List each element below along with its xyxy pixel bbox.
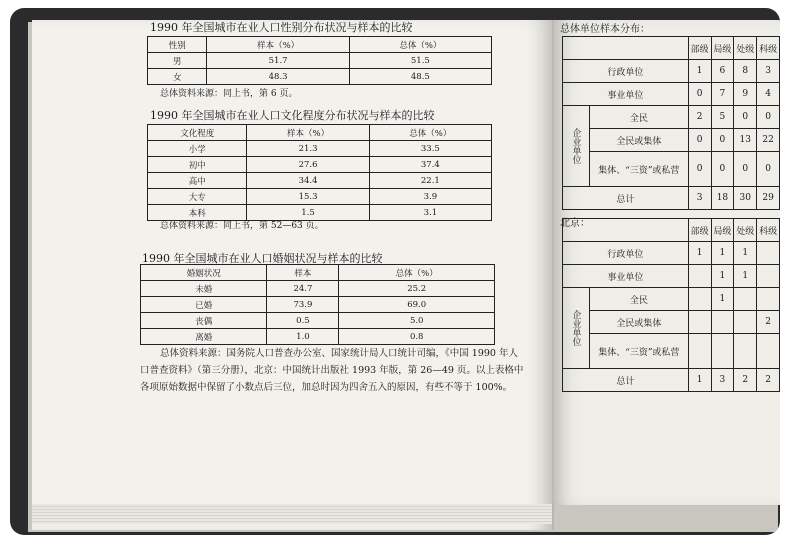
- table-cell: 7: [711, 83, 734, 106]
- table-cell: 未婚: [141, 281, 267, 297]
- table-cell: 0: [757, 106, 780, 129]
- row-label: 总计: [563, 369, 689, 392]
- table-cell: 2: [757, 311, 780, 334]
- table-cell: 小学: [148, 141, 247, 157]
- table-row: [563, 129, 780, 152]
- table-row: [563, 242, 780, 265]
- table-cell: 大专: [148, 189, 247, 205]
- table3-note-line3: 各项原始数据中保留了小数点后三位，加总时因为四舍五入的原因，有些不等于 100%。: [140, 382, 513, 393]
- table-cell: 48.5: [349, 69, 491, 85]
- table-cell: 1: [734, 242, 757, 265]
- table-cell: 22: [757, 129, 780, 152]
- table-cell: 0.8: [339, 329, 495, 345]
- table-cell: 0.5: [267, 313, 339, 329]
- table-cell: 24.7: [267, 281, 339, 297]
- table-cell: 30: [734, 187, 757, 210]
- table-cell: 初中: [148, 157, 247, 173]
- table-cell: 0: [757, 152, 780, 187]
- row-label: 行政单位: [563, 242, 689, 265]
- table-cell: 2: [734, 369, 757, 392]
- row-group-label: 企业单位: [563, 106, 590, 187]
- table-row: [563, 152, 780, 187]
- row-label: 行政单位: [563, 60, 689, 83]
- table-cell: [734, 334, 757, 369]
- table-row: [148, 157, 492, 173]
- row-label: 全民或集体: [590, 311, 689, 334]
- table3-note-line2: 口普查资料》（第三分册），北京：中国统计出版社 1993 年版，第 26—49 页。以上表格中: [140, 365, 524, 376]
- table-cell: [688, 311, 711, 334]
- table-cell: 1: [711, 242, 734, 265]
- table-row: [563, 369, 780, 392]
- table-cell: 1: [688, 242, 711, 265]
- table-cell: 高中: [148, 173, 247, 189]
- table-cell: 27.6: [247, 157, 369, 173]
- table-cell: [757, 288, 780, 311]
- table-cell: 37.4: [369, 157, 491, 173]
- column-header: 科级: [757, 37, 780, 60]
- table-cell: 0: [688, 83, 711, 106]
- column-header: 样本（%）: [247, 125, 369, 141]
- table-cell: 4: [757, 83, 780, 106]
- table3-title: 1990 年全国城市在业人口婚姻状况与样本的比较: [142, 252, 383, 265]
- column-header: 婚姻状况: [141, 265, 267, 281]
- table-row: [141, 329, 495, 345]
- column-header: 样本: [267, 265, 339, 281]
- table2-note: 总体资料来源：同上书，第 52—63 页。: [160, 221, 324, 231]
- table-row: [563, 106, 780, 129]
- table-cell: [711, 334, 734, 369]
- table-row: [563, 187, 780, 210]
- table-cell: 1.5: [247, 205, 369, 221]
- table-cell: 22.1: [369, 173, 491, 189]
- table-cell: [688, 334, 711, 369]
- column-header: 部级: [688, 37, 711, 60]
- table-cell: 2: [688, 106, 711, 129]
- table-header-row: [148, 125, 492, 141]
- column-header: 处级: [734, 37, 757, 60]
- table-header-row: [148, 37, 492, 53]
- table-cell: 已婚: [141, 297, 267, 313]
- table-cell: 3.9: [369, 189, 491, 205]
- table-cell: [734, 311, 757, 334]
- table-cell: 8: [734, 60, 757, 83]
- table-row: [141, 281, 495, 297]
- table-row: [148, 189, 492, 205]
- table-row: [141, 313, 495, 329]
- table-cell: 9: [734, 83, 757, 106]
- table-cell: 丧偶: [141, 313, 267, 329]
- table-cell: [757, 265, 780, 288]
- table-cell: 1: [711, 288, 734, 311]
- table-cell: 1: [688, 60, 711, 83]
- table-cell: 1: [711, 265, 734, 288]
- table-cell: 0: [688, 152, 711, 187]
- column-header: 性别: [148, 37, 207, 53]
- table-cell: [757, 334, 780, 369]
- table-cell: 73.9: [267, 297, 339, 313]
- table5-title: 北京：: [560, 218, 590, 229]
- table-cell: 0: [711, 129, 734, 152]
- column-header: 局级: [711, 37, 734, 60]
- column-header: 样本（%）: [207, 37, 349, 53]
- column-header: 科级: [757, 219, 780, 242]
- table-cell: 18: [711, 187, 734, 210]
- row-label: 集体、“三资”或私营: [590, 334, 689, 369]
- table-cell: 3.1: [369, 205, 491, 221]
- row-label: 事业单位: [563, 83, 689, 106]
- header-blank: [563, 219, 689, 242]
- row-label: 全民或集体: [590, 129, 689, 152]
- table-cell: [734, 288, 757, 311]
- table-row: [563, 334, 780, 369]
- table-cell: 3: [688, 187, 711, 210]
- table-cell: 33.5: [369, 141, 491, 157]
- table-cell: 女: [148, 69, 207, 85]
- table2-title: 1990 年全国城市在业人口文化程度分布状况与样本的比较: [150, 109, 435, 122]
- column-header: 文化程度: [148, 125, 247, 141]
- column-header: 总体（%）: [339, 265, 495, 281]
- table-row: [141, 297, 495, 313]
- table-cell: [711, 311, 734, 334]
- column-header: 总体（%）: [369, 125, 491, 141]
- table-cell: 男: [148, 53, 207, 69]
- table4: [562, 36, 780, 210]
- table5: [562, 218, 780, 392]
- column-header: 总体（%）: [349, 37, 491, 53]
- table-cell: 0: [711, 152, 734, 187]
- table-cell: [757, 242, 780, 265]
- table4-title: 总体单位样本分布：: [560, 24, 650, 35]
- table-cell: 5: [711, 106, 734, 129]
- table-row: [148, 69, 492, 85]
- table-cell: 0: [734, 152, 757, 187]
- table-row: [563, 83, 780, 106]
- row-group-label: 企业单位: [563, 288, 590, 369]
- table-row: [148, 53, 492, 69]
- table-cell: 本科: [148, 205, 247, 221]
- table-cell: 69.0: [339, 297, 495, 313]
- table-cell: 13: [734, 129, 757, 152]
- row-label: 事业单位: [563, 265, 689, 288]
- column-header: 局级: [711, 219, 734, 242]
- table-cell: 29: [757, 187, 780, 210]
- row-label: 全民: [590, 288, 689, 311]
- row-label: 总计: [563, 187, 689, 210]
- table-cell: 25.2: [339, 281, 495, 297]
- table1-note: 总体资料来源：同上书，第 6 页。: [160, 89, 298, 99]
- table-cell: 6: [711, 60, 734, 83]
- table-cell: 48.3: [207, 69, 349, 85]
- row-label: 全民: [590, 106, 689, 129]
- table-cell: 34.4: [247, 173, 369, 189]
- column-header: 部级: [688, 219, 711, 242]
- table-header-row: [563, 37, 780, 60]
- table-row: [563, 311, 780, 334]
- row-label: 集体、“三资”或私营: [590, 152, 689, 187]
- table-cell: 1: [688, 369, 711, 392]
- table-row: [563, 288, 780, 311]
- table-cell: 15.3: [247, 189, 369, 205]
- table3-note-line1: 总体资料来源：国务院人口普查办公室、国家统计局人口统计司编，《中国 1990 年人: [160, 348, 518, 359]
- table-cell: 0: [688, 129, 711, 152]
- table-row: [563, 265, 780, 288]
- table-header-row: [141, 265, 495, 281]
- table-row: [148, 173, 492, 189]
- table-cell: 21.3: [247, 141, 369, 157]
- table-cell: [688, 288, 711, 311]
- table-cell: 1.0: [267, 329, 339, 345]
- table-row: [563, 60, 780, 83]
- column-header: 处级: [734, 219, 757, 242]
- table2: [147, 124, 492, 221]
- table-cell: [688, 265, 711, 288]
- table-cell: 3: [757, 60, 780, 83]
- table-cell: 0: [734, 106, 757, 129]
- table3: [140, 264, 495, 345]
- table-cell: 1: [734, 265, 757, 288]
- table-cell: 离婚: [141, 329, 267, 345]
- table1: [147, 36, 492, 85]
- table-row: [148, 141, 492, 157]
- table-cell: 5.0: [339, 313, 495, 329]
- header-blank: [563, 37, 689, 60]
- table-cell: 51.5: [349, 53, 491, 69]
- table-cell: 2: [757, 369, 780, 392]
- table-cell: 3: [711, 369, 734, 392]
- table-cell: 51.7: [207, 53, 349, 69]
- table-header-row: [563, 219, 780, 242]
- table1-title: 1990 年全国城市在业人口性别分布状况与样本的比较: [150, 21, 413, 34]
- page-edges: [32, 504, 552, 524]
